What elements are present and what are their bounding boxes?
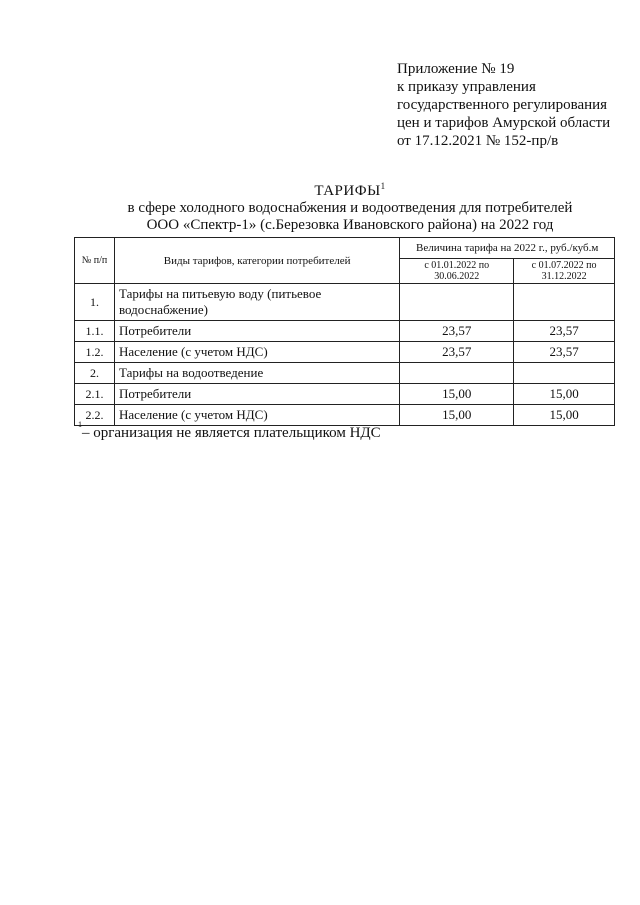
annex-line: государственного регулирования <box>397 97 608 113</box>
row-label: Население (с учетом НДС) <box>114 342 399 363</box>
title-text: ТАРИФЫ <box>314 183 381 199</box>
annex-line: от 17.12.2021 № 152-пр/в <box>397 133 559 149</box>
subtitle-line-2: ООО «Спектр-1» (с.Березовка Ивановского района) на 2022 год <box>146 217 554 233</box>
row-value-1: 15,00 <box>400 384 514 405</box>
table-row <box>75 384 615 405</box>
annex-line: к приказу управления <box>397 79 536 95</box>
row-value-1: 15,00 <box>400 405 514 426</box>
header-number: № п/п <box>75 238 115 284</box>
header-value: Величина тарифа на 2022 г., руб./куб.м <box>400 238 615 259</box>
table-row <box>75 342 615 363</box>
row-number: 1.1. <box>75 321 115 342</box>
annex-reference <box>397 60 632 150</box>
row-value-1 <box>400 363 514 384</box>
row-label: Население (с учетом НДС) <box>114 405 399 426</box>
row-label: Тарифы на водоотведение <box>114 363 399 384</box>
footnote <box>78 420 381 442</box>
row-value-2: 15,00 <box>514 405 615 426</box>
footnote-text: – организация не является плательщиком НДС <box>82 425 381 441</box>
row-value-2 <box>514 284 615 321</box>
header-category: Виды тарифов, категории потребителей <box>114 238 399 284</box>
document-title-block <box>60 178 640 234</box>
row-value-1 <box>400 284 514 321</box>
table-row <box>75 284 615 321</box>
document-title <box>60 178 640 200</box>
subtitle-line-1: в сфере холодного водоснабжения и водоотведения для потребителей <box>127 200 573 216</box>
table-row <box>75 405 615 426</box>
title-footnote-mark: 1 <box>380 181 386 191</box>
row-value-2: 23,57 <box>514 321 615 342</box>
table-header-row <box>75 238 615 259</box>
row-value-2: 15,00 <box>514 384 615 405</box>
annex-line: цен и тарифов Амурской области <box>397 115 611 131</box>
table-row <box>75 321 615 342</box>
annex-line: Приложение № 19 <box>397 61 515 77</box>
row-label: Тарифы на питьевую воду (питьевое водоснабжение) <box>114 284 399 321</box>
row-label: Потребители <box>114 321 399 342</box>
row-number: 1.2. <box>75 342 115 363</box>
row-number: 2.1. <box>75 384 115 405</box>
header-period-1: с 01.01.2022 по 30.06.2022 <box>400 259 514 284</box>
row-value-1: 23,57 <box>400 342 514 363</box>
row-value-2 <box>514 363 615 384</box>
row-number: 2. <box>75 363 115 384</box>
row-value-2: 23,57 <box>514 342 615 363</box>
row-number: 1. <box>75 284 115 321</box>
table-row <box>75 363 615 384</box>
row-number: 2.2. <box>75 405 115 426</box>
header-period-2: с 01.07.2022 по 31.12.2022 <box>514 259 615 284</box>
row-label: Потребители <box>114 384 399 405</box>
row-value-1: 23,57 <box>400 321 514 342</box>
tariffs-table <box>74 237 615 426</box>
footnote-mark: 1 <box>78 420 82 429</box>
